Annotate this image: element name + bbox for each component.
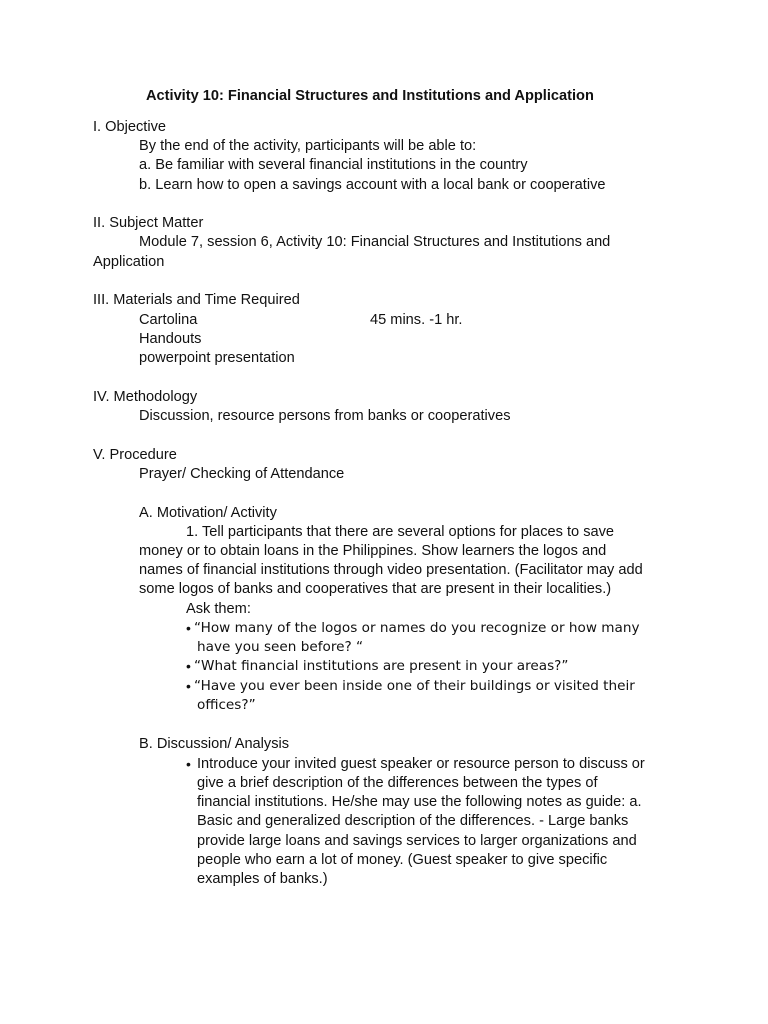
discussion-line-1: Introduce your invited guest speaker or resource person to discuss or	[197, 756, 645, 772]
discussion-heading: B. Discussion/ Analysis	[139, 736, 290, 752]
procedure-heading: V. Procedure	[93, 447, 177, 463]
materials-time: 45 mins. -1 hr.	[370, 312, 463, 328]
discussion-line-2: give a brief description of the differences between the types of	[197, 775, 598, 791]
methodology-heading: IV. Methodology	[93, 389, 198, 405]
materials-item-handouts: Handouts	[139, 331, 202, 347]
motivation-ask: Ask them:	[186, 601, 251, 617]
bullet-icon: •	[186, 620, 191, 636]
discussion-line-7: examples of banks.)	[197, 871, 328, 887]
subject-matter-heading: II. Subject Matter	[93, 215, 204, 231]
motivation-line-2: money or to obtain loans in the Philippines. Show learners the logos and	[139, 543, 607, 559]
bullet-icon: •	[186, 658, 191, 674]
bullet-icon: •	[186, 756, 191, 772]
motivation-line-4: some logos of banks and cooperatives that are present in their localities.)	[139, 581, 612, 597]
document-title: Activity 10: Financial Structures and Institutions and Application	[146, 88, 594, 104]
motivation-line-3: names of financial institutions through video presentation. (Facilitator may add	[139, 562, 643, 578]
materials-item-cartolina: Cartolina	[139, 312, 198, 328]
objective-heading: I. Objective	[93, 119, 166, 135]
bullet-icon: •	[186, 678, 191, 694]
subject-matter-line-1: Module 7, session 6, Activity 10: Financial Structures and Institutions and	[139, 234, 611, 250]
question-2-line-1: “What financial institutions are present in your areas?”	[194, 658, 569, 674]
motivation-line-1: 1. Tell participants that there are several options for places to save	[186, 524, 615, 540]
discussion-line-3: financial institutions. He/she may use the following notes as guide: a.	[197, 794, 642, 810]
question-3-line-2: offices?”	[197, 697, 256, 713]
procedure-prayer: Prayer/ Checking of Attendance	[139, 466, 345, 482]
discussion-line-5: provide large loans and savings services to larger organizations and	[197, 833, 637, 849]
question-1-line-1: “How many of the logos or names do you recognize or how many	[194, 620, 640, 636]
objective-intro: By the end of the activity, participants will be able to:	[139, 138, 477, 154]
methodology-text: Discussion, resource persons from banks or cooperatives	[139, 408, 511, 424]
objective-item-b: b. Learn how to open a savings account with a local bank or cooperative	[139, 177, 606, 193]
question-3-line-1: “Have you ever been inside one of their buildings or visited their	[194, 678, 635, 694]
materials-item-powerpoint: powerpoint presentation	[139, 350, 295, 366]
discussion-line-4: Basic and generalized description of the differences. - Large banks	[197, 813, 629, 829]
subject-matter-line-2: Application	[93, 254, 165, 270]
objective-item-a: a. Be familiar with several financial institutions in the country	[139, 157, 528, 173]
question-1-line-2: have you seen before? “	[197, 639, 364, 655]
motivation-heading: A. Motivation/ Activity	[139, 505, 277, 521]
materials-heading: III. Materials and Time Required	[93, 292, 300, 308]
discussion-line-6: people who earn a lot of money. (Guest speaker to give specific	[197, 852, 608, 868]
